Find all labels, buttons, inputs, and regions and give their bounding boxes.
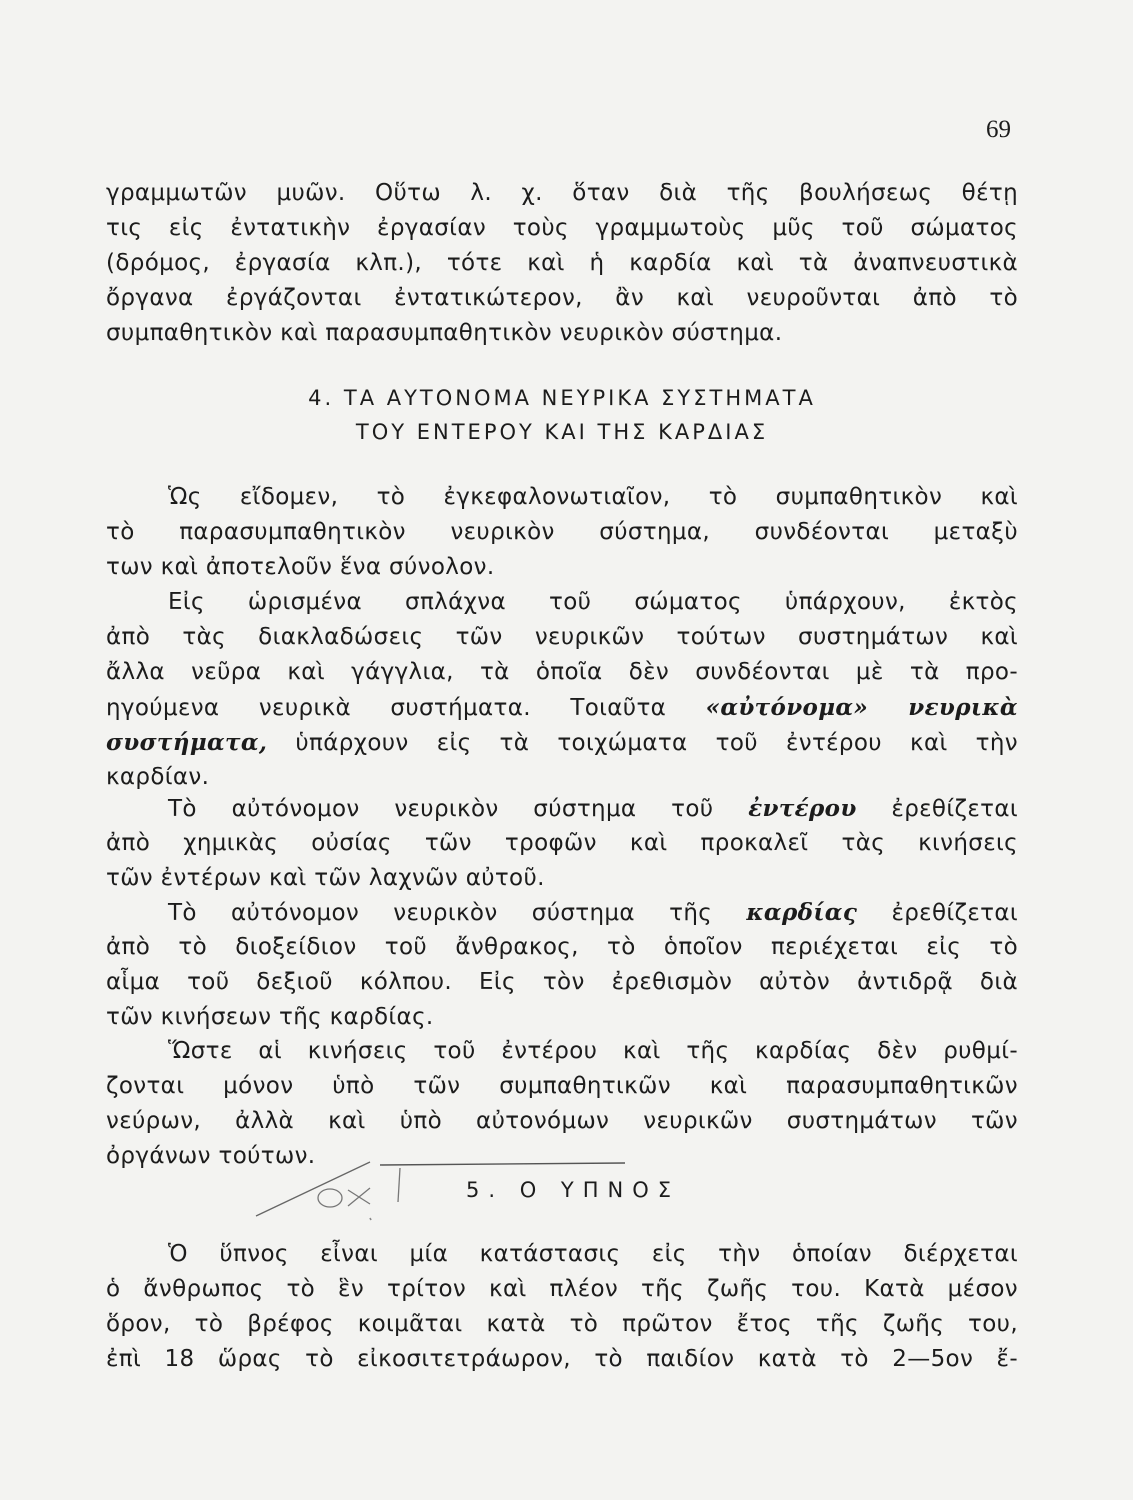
text-line: ἀπὸ τὰς διακλαδώσεις τῶν νευρικῶν τούτων συστημάτων καὶ [106,624,1018,650]
handwritten-annotation [250,1138,430,1228]
text-line [106,791,1018,826]
text-line: των καὶ ἀποτελοῦν ἕνα σύνολον. [106,554,495,580]
text-line: ἐπὶ 18 ὥρας τὸ εἰκοσιτετράωρον, τὸ παιδίον κατὰ τὸ 2—5ον ἔ- [106,1346,1018,1372]
text-line: συμπαθητικὸν καὶ παρασυμπαθητικὸν νευρικὸν σύστημα. [106,320,783,346]
text-run: ηγούμενα νευρικὰ συστήματα. Τοιαῦτα [106,695,667,721]
paragraph [106,791,1018,896]
text-line: ἄλλα νεῦρα καὶ γάγγλια, τὰ ὁποῖα δὲν συνδέονται μὲ τὰ προ- [106,659,1018,685]
handwritten-oxi-icon [250,1138,430,1228]
paragraph-continuation [106,176,1018,351]
text-line: (δρόμος, ἐργασία κλπ.), τότε καὶ ἡ καρδία καὶ τὰ ἀναπνευστικὰ [106,250,1018,276]
text-line: Εἰς ὡρισμένα σπλάχνα τοῦ σώματος ὑπάρχουν, ἐκτὸς [168,589,1018,615]
paragraph [106,1237,1018,1377]
text-line [106,690,1018,725]
page-number: 69 [986,116,1011,143]
text-run: ἐρεθίζεται [891,796,1018,822]
text-line [106,725,1018,760]
text-line: τῶν κινήσεων τῆς καρδίας. [106,1004,434,1030]
text-line: Ὡς εἴδομεν, τὸ ἐγκεφαλονωτιαῖον, τὸ συμπαθητικὸν καὶ [168,484,1018,510]
emphasized-term: συστήματα, [106,729,268,756]
text-run: Τὸ αὐτόνομον νευρικὸν σύστημα τῆς [168,900,713,926]
section-heading-line-2: ΤΟΥ ΕΝΤΕΡΟΥ ΚΑΙ ΤΗΣ ΚΑΡΔΙΑΣ [355,420,769,444]
text-line: ἀπὸ χημικὰς οὐσίας τῶν τροφῶν καὶ προκαλεῖ τὰς κινήσεις [106,830,1018,856]
emphasized-term: «αὐτόνομα» νευρικὰ [705,694,1018,721]
text-line: Ὥστε αἱ κινήσεις τοῦ ἐντέρου καὶ τῆς καρδίας δὲν ρυθμί- [168,1038,1018,1064]
section-heading-line-1: 4. ΤΑ ΑΥΤΟΝΟΜΑ ΝΕΥΡΙΚΑ ΣΥΣΤΗΜΑΤΑ [308,386,816,410]
text-line: νεύρων, ἀλλὰ καὶ ὑπὸ αὐτονόμων νευρικῶν συστημάτων τῶν [106,1108,1018,1134]
text-line: Ὁ ὕπνος εἶναι μία κατάστασις εἰς τὴν ὁποίαν διέρχεται [168,1241,1018,1267]
text-run: ὑπάρχουν εἰς τὰ τοιχώματα τοῦ ἐντέρου καὶ τὴν [295,730,1018,756]
text-line: τις εἰς ἐντατικὴν ἐργασίαν τοὺς γραμμωτοὺς μῦς τοῦ σώματος [106,215,1018,241]
text-line: ὄργανα ἐργάζονται ἐντατικώτερον, ἂν καὶ νευροῦνται ἀπὸ τὸ [106,285,1018,311]
text-line [106,895,1018,930]
emphasized-term: καρδίας [746,899,858,926]
paragraph [106,480,1018,585]
text-line: ὀργάνων τούτων. [106,1143,316,1169]
text-line: ζονται μόνον ὑπὸ τῶν συμπαθητικῶν καὶ παρασυμπαθητικῶν [106,1073,1018,1099]
text-line: ὁ ἄνθρωπος τὸ ἓν τρίτον καὶ πλέον τῆς ζωῆς του. Κατὰ μέσον [106,1276,1018,1302]
paragraph [106,585,1018,795]
section-heading: 5. Ο ΥΠΝΟΣ [466,1178,681,1202]
text-line: τῶν ἐντέρων καὶ τῶν λαχνῶν αὐτοῦ. [106,865,545,891]
text-run: Τὸ αὐτόνομον νευρικὸν σύστημα τοῦ [168,796,714,822]
emphasized-term: ἐντέρου [748,795,857,822]
paragraph [106,895,1018,1035]
text-line: τὸ παρασυμπαθητικὸν νευρικὸν σύστημα, συνδέονται μεταξὺ [106,519,1018,545]
text-run: ἐρεθίζεται [891,900,1018,926]
text-line: αἷμα τοῦ δεξιοῦ κόλπου. Εἰς τὸν ἐρεθισμὸν αὐτὸν ἀντιδρᾷ διὰ [106,969,1018,995]
text-line: ὅρον, τὸ βρέφος κοιμᾶται κατὰ τὸ πρῶτον ἔτος τῆς ζωῆς του, [106,1311,1018,1337]
text-line: ἀπὸ τὸ διοξείδιον τοῦ ἄνθρακος, τὸ ὁποῖον περιέχεται εἰς τὸ [106,934,1018,960]
text-line: καρδίαν. [106,764,210,790]
text-line: γραμμωτῶν μυῶν. Οὕτω λ. χ. ὅταν διὰ τῆς βουλήσεως θέτῃ [106,180,1018,206]
paragraph [106,1034,1018,1174]
